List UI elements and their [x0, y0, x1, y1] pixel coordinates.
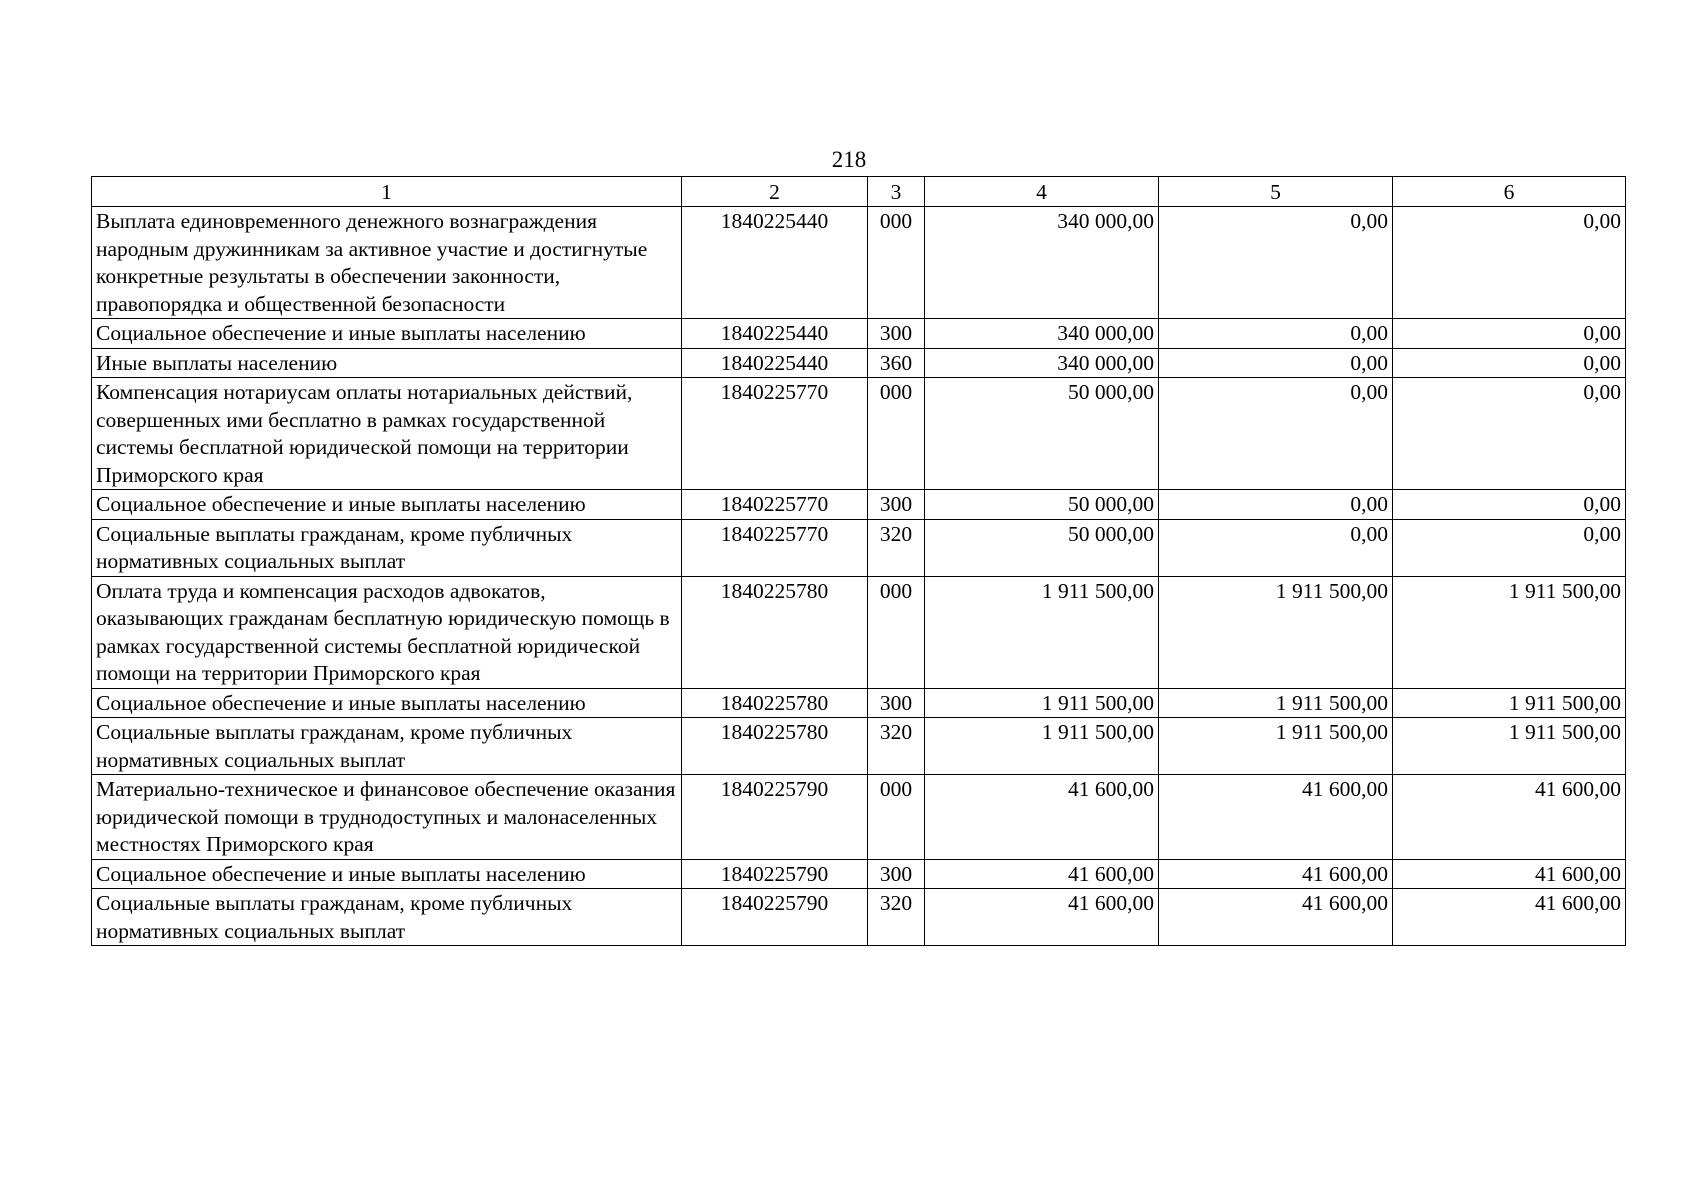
row-amount-col5: 1 911 500,00	[1159, 688, 1393, 718]
row-expense-type: 000	[868, 576, 925, 688]
row-name: Социальное обеспечение и иные выплаты населению	[92, 859, 682, 889]
row-amount-col6: 0,00	[1393, 378, 1626, 490]
row-amount-col4: 41 600,00	[925, 775, 1159, 860]
row-amount-col4: 340 000,00	[925, 319, 1159, 349]
row-amount-col5: 41 600,00	[1159, 775, 1393, 860]
row-amount-col4: 41 600,00	[925, 889, 1159, 946]
row-amount-col5: 41 600,00	[1159, 889, 1393, 946]
column-header-6: 6	[1393, 177, 1626, 207]
row-amount-col5: 41 600,00	[1159, 859, 1393, 889]
row-amount-col4: 1 911 500,00	[925, 688, 1159, 718]
table-row	[92, 348, 1626, 378]
row-target-code: 1840225780	[682, 718, 868, 775]
row-amount-col6: 41 600,00	[1393, 859, 1626, 889]
header-row	[92, 177, 1626, 207]
table-header	[92, 177, 1626, 207]
row-expense-type: 000	[868, 207, 925, 319]
row-amount-col4: 340 000,00	[925, 348, 1159, 378]
row-amount-col5: 0,00	[1159, 490, 1393, 520]
row-amount-col6: 0,00	[1393, 348, 1626, 378]
row-name: Выплата единовременного денежного вознаграждения народным дружинникам за активное участие и достигнутые конкретные результаты в обеспечении законности, правопорядка и общественной безопасности	[92, 207, 682, 319]
row-target-code: 1840225440	[682, 348, 868, 378]
row-expense-type: 320	[868, 889, 925, 946]
row-amount-col5: 0,00	[1159, 319, 1393, 349]
row-amount-col5: 0,00	[1159, 348, 1393, 378]
row-name: Иные выплаты населению	[92, 348, 682, 378]
row-name: Социальное обеспечение и иные выплаты населению	[92, 688, 682, 718]
row-name: Социальные выплаты гражданам, кроме публичных нормативных социальных выплат	[92, 718, 682, 775]
row-target-code: 1840225780	[682, 576, 868, 688]
row-target-code: 1840225770	[682, 490, 868, 520]
row-amount-col4: 41 600,00	[925, 859, 1159, 889]
row-expense-type: 300	[868, 859, 925, 889]
budget-table	[91, 176, 1626, 946]
table-row	[92, 378, 1626, 490]
table-row	[92, 519, 1626, 576]
row-target-code: 1840225440	[682, 207, 868, 319]
table-row	[92, 207, 1626, 319]
row-amount-col4: 340 000,00	[925, 207, 1159, 319]
row-expense-type: 300	[868, 490, 925, 520]
row-target-code: 1840225770	[682, 378, 868, 490]
table-row	[92, 688, 1626, 718]
row-name: Социальное обеспечение и иные выплаты населению	[92, 490, 682, 520]
column-header-4: 4	[925, 177, 1159, 207]
table-row	[92, 718, 1626, 775]
row-amount-col6: 1 911 500,00	[1393, 688, 1626, 718]
row-name: Оплата труда и компенсация расходов адвокатов, оказывающих гражданам бесплатную юридическую помощь в рамках государственной системы бесплатной юридической помощи на территории Приморского края	[92, 576, 682, 688]
table-row	[92, 490, 1626, 520]
table-row	[92, 576, 1626, 688]
row-amount-col6: 41 600,00	[1393, 775, 1626, 860]
row-amount-col4: 1 911 500,00	[925, 718, 1159, 775]
row-expense-type: 320	[868, 519, 925, 576]
row-expense-type: 320	[868, 718, 925, 775]
row-amount-col5: 1 911 500,00	[1159, 576, 1393, 688]
row-amount-col4: 50 000,00	[925, 519, 1159, 576]
column-header-5: 5	[1159, 177, 1393, 207]
row-amount-col6: 41 600,00	[1393, 889, 1626, 946]
row-amount-col5: 1 911 500,00	[1159, 718, 1393, 775]
row-amount-col4: 1 911 500,00	[925, 576, 1159, 688]
column-header-2: 2	[682, 177, 868, 207]
row-amount-col5: 0,00	[1159, 519, 1393, 576]
row-amount-col6: 1 911 500,00	[1393, 576, 1626, 688]
row-target-code: 1840225440	[682, 319, 868, 349]
row-target-code: 1840225790	[682, 859, 868, 889]
page-number: 218	[831, 147, 867, 172]
table-row	[92, 319, 1626, 349]
row-amount-col6: 0,00	[1393, 519, 1626, 576]
column-header-3: 3	[868, 177, 925, 207]
row-amount-col6: 0,00	[1393, 207, 1626, 319]
row-name: Социальное обеспечение и иные выплаты населению	[92, 319, 682, 349]
row-target-code: 1840225790	[682, 889, 868, 946]
row-expense-type: 360	[868, 348, 925, 378]
row-amount-col6: 1 911 500,00	[1393, 718, 1626, 775]
row-target-code: 1840225770	[682, 519, 868, 576]
table-row	[92, 775, 1626, 860]
row-amount-col4: 50 000,00	[925, 378, 1159, 490]
column-header-1: 1	[92, 177, 682, 207]
row-expense-type: 300	[868, 319, 925, 349]
row-name: Социальные выплаты гражданам, кроме публичных нормативных социальных выплат	[92, 519, 682, 576]
row-target-code: 1840225790	[682, 775, 868, 860]
table-body	[92, 207, 1626, 946]
row-target-code: 1840225780	[682, 688, 868, 718]
row-amount-col5: 0,00	[1159, 207, 1393, 319]
row-name: Социальные выплаты гражданам, кроме публичных нормативных социальных выплат	[92, 889, 682, 946]
row-amount-col4: 50 000,00	[925, 490, 1159, 520]
row-amount-col6: 0,00	[1393, 490, 1626, 520]
row-expense-type: 000	[868, 775, 925, 860]
row-name: Материально-техническое и финансовое обеспечение оказания юридической помощи в труднодоступных и малонаселенных местностях Приморского края	[92, 775, 682, 860]
row-amount-col6: 0,00	[1393, 319, 1626, 349]
row-amount-col5: 0,00	[1159, 378, 1393, 490]
row-expense-type: 300	[868, 688, 925, 718]
row-expense-type: 000	[868, 378, 925, 490]
table-row	[92, 889, 1626, 946]
table-row	[92, 859, 1626, 889]
row-name: Компенсация нотариусам оплаты нотариальных действий, совершенных ими бесплатно в рамках государственной системы бесплатной юридической помощи на территории Приморского края	[92, 378, 682, 490]
